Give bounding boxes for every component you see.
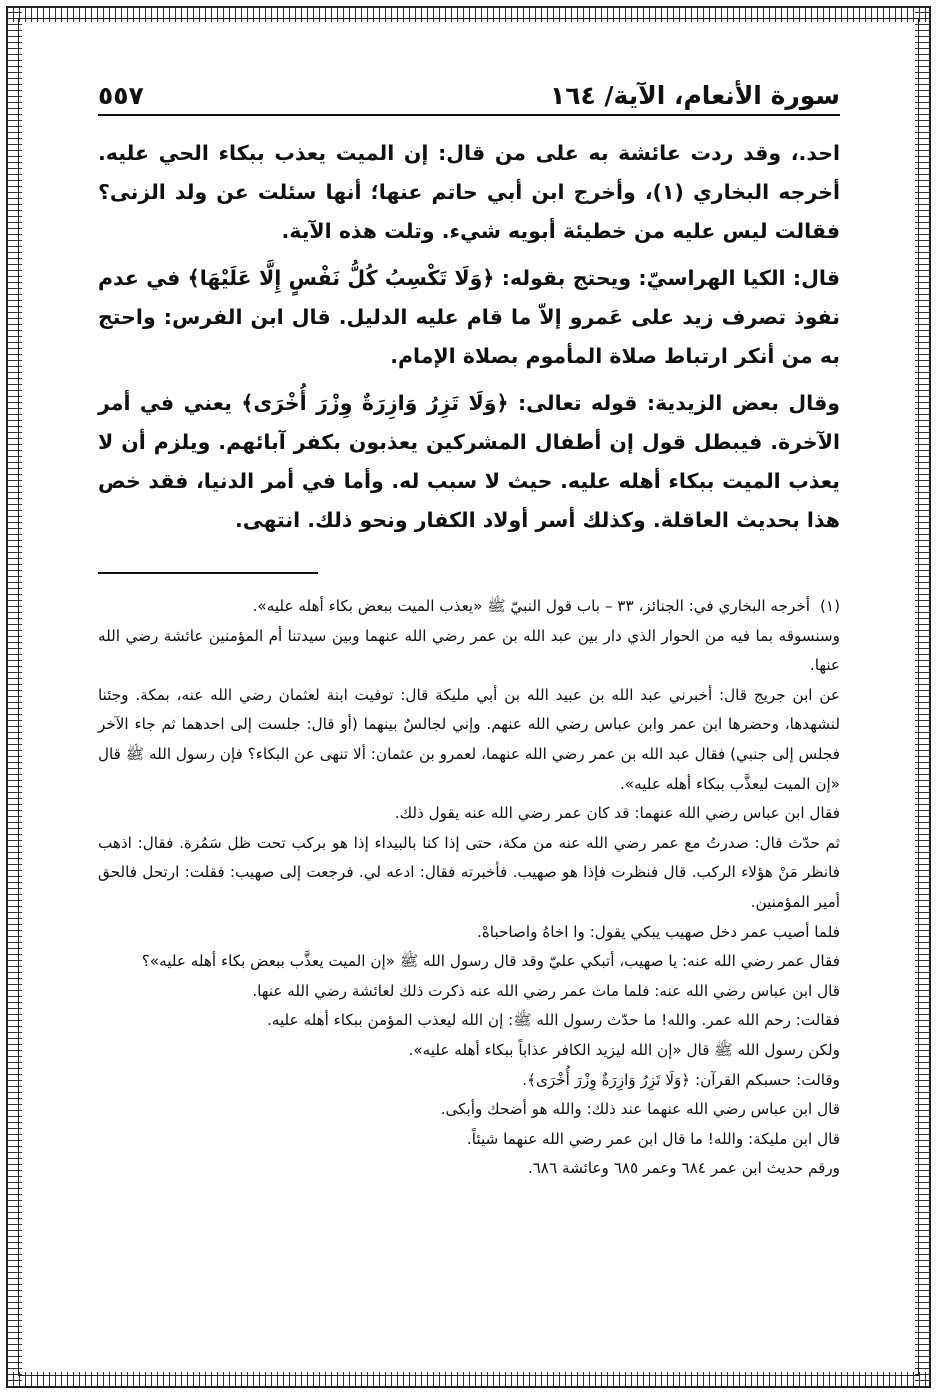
footnote-line: ورقم حديث ابن عمر ٦٨٤ وعمر ٦٨٥ وعائشة ٦٨٦. — [527, 1159, 840, 1178]
paragraph: احد.، وقد ردت عائشة به على من قال: إن الميت يعذب ببكاء الحي عليه. أخرجه البخاري (١)، وأخرج ابن أبي حاتم عنها؛ أنها سئلت عن ولد الزنى؟ فقالت ليس عليه من خطيئة أبويه شيء. وتلت هذه الآية. — [98, 141, 840, 243]
running-header — [98, 70, 840, 116]
footnote-text: أخرجه البخاري في: الجنائز، ٣٣ – باب قول النبيّ ﷺ «يعذب الميت ببعض بكاء أهله عليه». — [252, 597, 810, 615]
surah-title: سورة الأنعام، الآية/ ١٦٤ — [549, 81, 840, 110]
footnote-marker: (١) — [819, 597, 840, 615]
footnote-line: فقال عمر رضي الله عنه: يا صهيب، أتبكي عليّ وقد قال رسول الله ﷺ «إن الميت يعذَّب ببعض بكاء أهله عليه»؟ — [141, 952, 840, 971]
paragraph: قال: الكيا الهراسيّ: ويحتج بقوله: ﴿وَلَا تَكْسِبُ كُلُّ نَفْسٍ إِلَّا عَلَيْهَا﴾ في عدم نفوذ تصرف زيد على عَمرو إلاّ ما قام عليه الدليل. قال ابن الفرس: واحتج به من أنكر ارتباط صلاة المأموم بصلاة الإمام. — [98, 266, 840, 368]
footnote-line: ولكن رسول الله ﷺ قال «إن الله ليزيد الكافر عذاباً ببكاء أهله عليه». — [408, 1040, 840, 1059]
footnote-line: فلما أصيب عمر دخل صهيب يبكي يقول: وا اخاهُ واصاحباهْ. — [477, 922, 840, 941]
paragraph: وقال بعض الزيدية: قوله تعالى: ﴿وَلَا تَزِرُ وَازِرَةٌ وِزْرَ أُخْرَى﴾ يعني في أمر الآخرة. فيبطل قول إن أطفال المشركين يعذبون بكفر آبائهم. ويلزم أن لا يعذب الميت ببكاء أهله عليه. حيث لا سبب له. وأما في أمر الدنيا، فقد خص هذا بحديث العاقلة. وكذلك أسر أولاد الكفار ونحو ذلك. انتهى. — [98, 391, 840, 532]
footnote-line: ثم حدّث قال: صدرتُ مع عمر رضي الله عنه من مكة، حتى إذا كنا بالبيداء إذا هو بركب تحت ظل سَمُرة. فقال: اذهب فانظر مَنْ هؤلاء الركب. قال فنظرت فإذا هو صهيب. فأخبرته فقال: ادعه لي. فرجعت إلى صهيب: فقلت: ارتحل فالحق أمير المؤمنين. — [98, 833, 840, 911]
footnote-line: فقالت: رحم الله عمر. والله! ما حدّث رسول الله ﷺ: إن الله ليعذب المؤمن ببكاء أهله عليه. — [266, 1011, 840, 1030]
footnote-line: وقالت: حسبكم القرآن: ﴿وَلَا تَزِرُ وَازِرَةٌ وِزْرَ أُخْرَى﴾. — [522, 1070, 840, 1089]
footnotes — [98, 592, 840, 1184]
footnote-line: عن ابن جريج قال: أخبرني عبد الله بن عبيد الله بن أبي مليكة قال: توفيت ابنة لعثمان رضي الله عنه، بمكة. وجئنا لنشهدها، وحضرها ابن عمر وابن عباس رضي الله عنهم. وإني لجالسٌ بينهما (أو قال: جلست إلى احدهما ثم جاء الآخر فجلس إلى جنبي) فقال عبد الله بن عمر رضي الله عنهما، لعمرو بن عثمان: ألا تنهى عن البكاء؟ فإن رسول الله ﷺ قال «إن الميت ليعذَّب ببكاء أهله عليه». — [98, 685, 840, 793]
footnote-line: فقال ابن عباس رضي الله عنهما: قد كان عمر رضي الله عنه يقول ذلك. — [394, 804, 840, 823]
page-content — [98, 70, 840, 1184]
footnote-line: قال ابن مليكة: والله! ما قال ابن عمر رضي الله عنهما شيئاً. — [466, 1129, 840, 1148]
page-number: ٥٥٧ — [98, 81, 144, 110]
footnote-separator — [98, 572, 318, 574]
footnote-line: قال ابن عباس رضي الله عنهما عند ذلك: والله هو أضحك وأبكى. — [440, 1100, 840, 1119]
footnote-line: قال ابن عباس رضي الله عنه: فلما مات عمر رضي الله عنه ذكرت ذلك لعائشة رضي الله عنها. — [252, 981, 840, 1000]
main-text — [98, 134, 840, 540]
footnote-first-line — [98, 592, 840, 622]
footnote-line: وسنسوقه بما فيه من الحوار الذي دار بين عبد الله بن عمر رضي الله عنهما وبين سيدتنا أم المؤمنين عائشة رضي الله عنها. — [98, 626, 840, 675]
